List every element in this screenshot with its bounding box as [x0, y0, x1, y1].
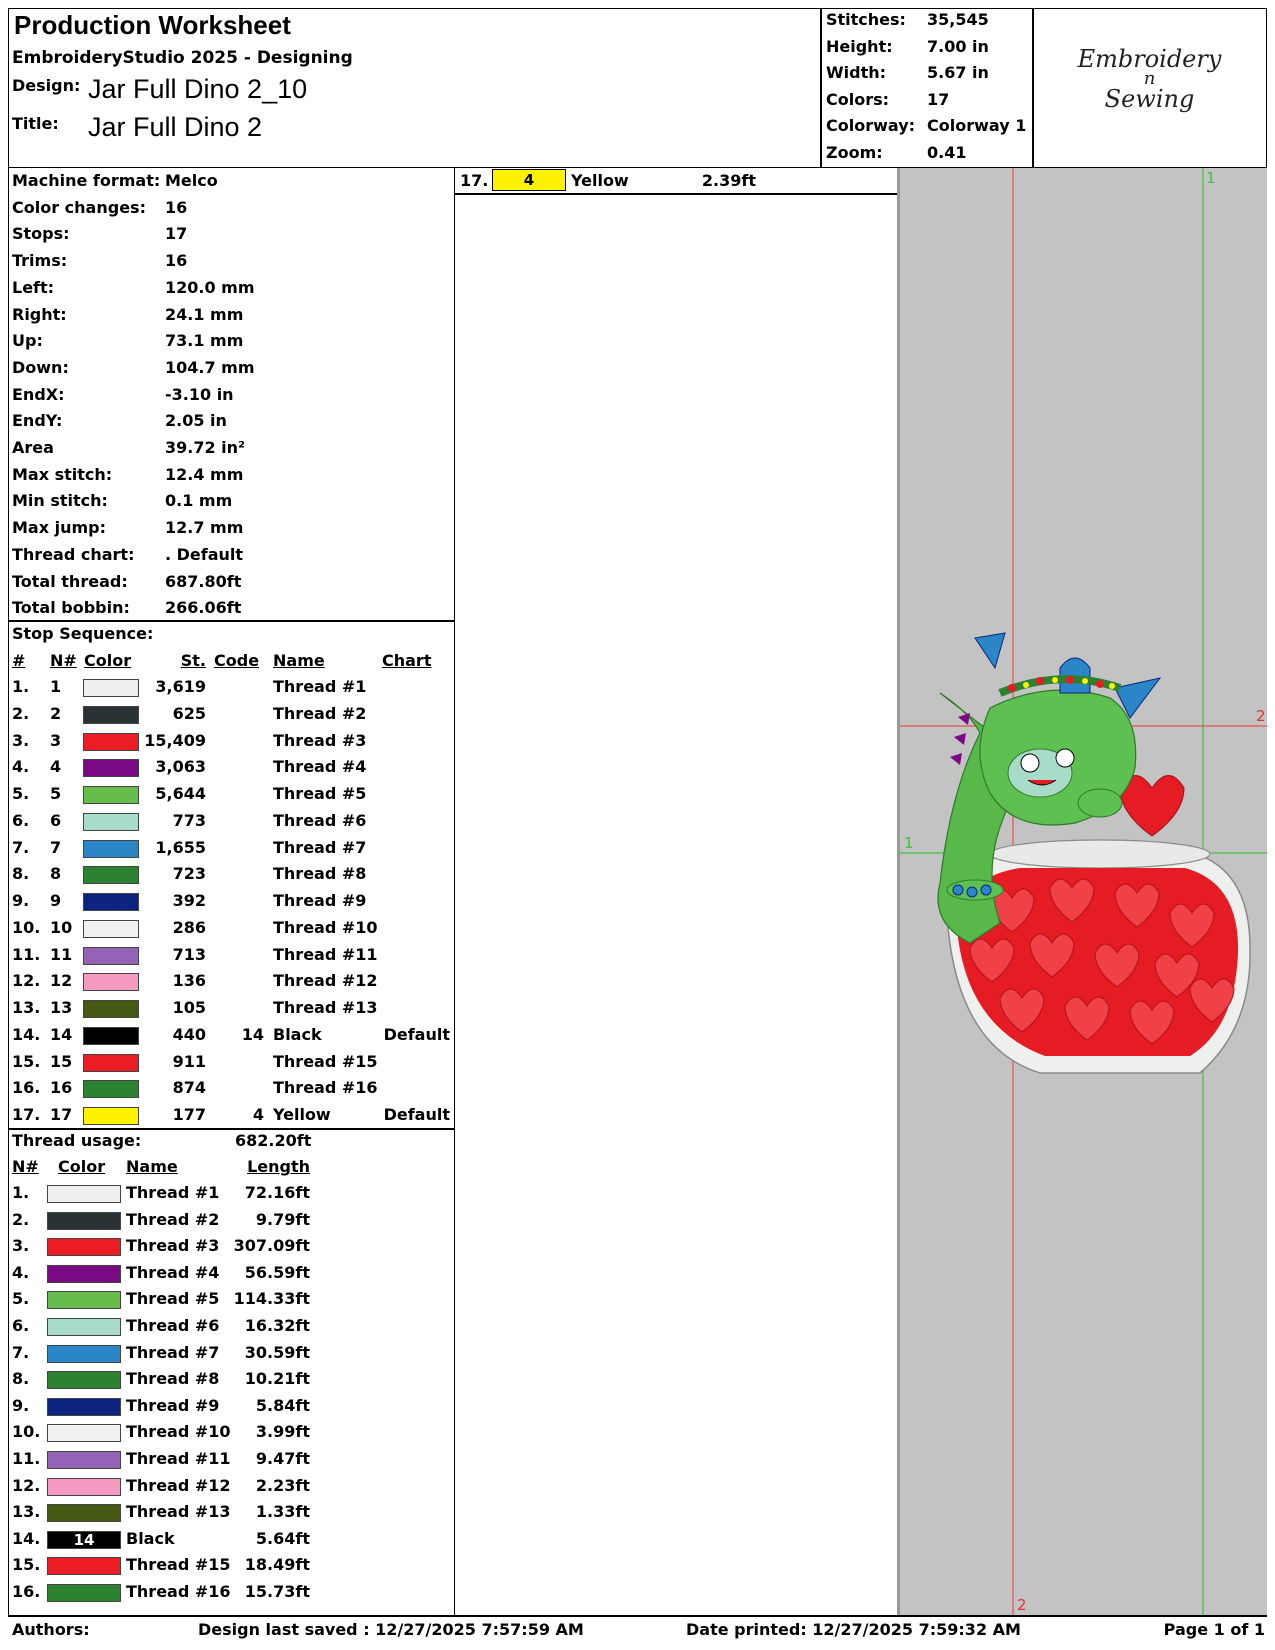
color-swatch: [83, 973, 139, 991]
usage-row-length: 9.47ft: [255, 1449, 310, 1468]
stop-row-stitches: 713: [172, 944, 206, 964]
summary-value: 5.67 in: [927, 63, 989, 82]
color-swatch: [83, 733, 139, 751]
stop-row-stitches: 874: [172, 1078, 206, 1098]
stop-row-name: Thread #6: [273, 810, 367, 830]
stop-row-needle: 17: [50, 1105, 73, 1124]
swatch-code-label: 4: [523, 171, 535, 189]
stat-label: Machine format:: [12, 171, 161, 190]
stop-row-chart: Default: [383, 1105, 450, 1124]
color-swatch: [83, 1027, 139, 1045]
stat-value: 73.1 mm: [165, 331, 244, 351]
stop-row-needle: 2: [50, 703, 62, 723]
color-swatch: [47, 1265, 121, 1283]
summary-label: Colorway:: [826, 116, 916, 135]
stop-row-name: Thread #5: [273, 784, 367, 803]
section-divider-stops: [8, 620, 455, 622]
usage-row-length: 5.84ft: [255, 1395, 310, 1415]
footer-last-saved: Design last saved : 12/27/2025 7:57:59 AM: [198, 1620, 584, 1639]
stat-label: Color changes:: [12, 197, 146, 217]
stop-column-header: St.: [180, 651, 206, 670]
footer-page-number: Page 1 of 1: [1163, 1620, 1265, 1639]
summary-value: 17: [927, 89, 950, 109]
stop-row-index: 4.: [12, 757, 30, 777]
color-swatch: [47, 1291, 121, 1309]
stat-value: 16: [165, 251, 188, 271]
color-swatch: [47, 1345, 121, 1363]
usage-column-header: Length: [247, 1157, 310, 1176]
stop-row-stitches: 15,409: [144, 730, 206, 750]
stop-row-name: Thread #7: [273, 837, 367, 857]
stop-row-stitches: 392: [172, 891, 206, 910]
summary-label: Zoom:: [826, 142, 883, 162]
stat-value: 266.06ft: [165, 598, 242, 618]
stop-row-name: Thread #11: [273, 944, 378, 964]
stop-sequence-heading: Stop Sequence:: [12, 624, 154, 643]
usage-row-index: 3.: [12, 1236, 30, 1256]
marker-1-top: 1: [1206, 169, 1216, 187]
usage-row-length: 1.33ft: [255, 1502, 310, 1522]
stop-row-needle: 14: [50, 1024, 73, 1044]
preview-canvas: [900, 168, 1267, 1616]
page-title: Production Worksheet: [14, 10, 291, 40]
logo-line-1: Embroidery: [1077, 45, 1222, 73]
software-name: EmbroideryStudio 2025 - Designing: [12, 48, 353, 68]
color-swatch: [47, 1318, 121, 1336]
usage-row-index: 2.: [12, 1209, 30, 1229]
stop-row-index: 10.: [12, 917, 41, 937]
color-swatch: [83, 1080, 139, 1098]
usage-row-name: Thread #3: [126, 1236, 220, 1256]
footer-date-printed: Date printed: 12/27/2025 7:59:32 AM: [686, 1620, 1021, 1639]
stop-row-stitches: 3,063: [155, 757, 206, 777]
usage-row-index: 8.: [12, 1369, 30, 1389]
stat-label: Max jump:: [12, 518, 107, 538]
stop-row-name: Black: [273, 1024, 322, 1044]
stop-row-index: 6.: [12, 810, 30, 830]
usage-row-length: 3.99ft: [255, 1422, 310, 1442]
usage-row-index: 12.: [12, 1475, 41, 1495]
summary-label: Height:: [826, 36, 893, 56]
stat-label: Down:: [12, 357, 69, 377]
color-swatch: [83, 866, 139, 884]
usage-row-name: Thread #6: [126, 1316, 220, 1335]
stat-value: Melco: [165, 171, 218, 190]
color-swatch: [83, 1054, 139, 1072]
stop-row-needle: 8: [50, 864, 62, 884]
stat-value: 0.1 mm: [165, 491, 233, 511]
stop-row-needle: 7: [50, 837, 62, 857]
color-swatch: [47, 1185, 121, 1203]
stop-row-index: 3.: [12, 730, 30, 750]
design-label: Design:: [12, 76, 81, 95]
color-swatch: [83, 840, 139, 858]
stat-label: EndX:: [12, 384, 65, 404]
usage-row-name: Yellow: [571, 171, 629, 190]
stop-row-needle: 13: [50, 998, 73, 1017]
color-swatch: [83, 947, 139, 965]
logo-line-3: Sewing: [1104, 85, 1195, 113]
stop-row-index: 13.: [12, 998, 41, 1017]
usage-row-length: 16.32ft: [244, 1316, 310, 1335]
big-heart-illustration: [1120, 776, 1184, 837]
logo-line-2: n: [1143, 68, 1156, 89]
thread-usage-total: 682.20ft: [235, 1131, 312, 1150]
stat-label: EndY:: [12, 411, 63, 431]
summary-label: Stitches:: [826, 10, 906, 29]
usage-row-length: 114.33ft: [233, 1289, 310, 1309]
stop-row-name: Thread #4: [273, 757, 367, 777]
usage-row-index: 13.: [12, 1502, 41, 1522]
usage-row-index: 7.: [12, 1342, 30, 1362]
color-swatch: [47, 1371, 121, 1389]
color-swatch: [47, 1478, 121, 1496]
stop-row-needle: 9: [50, 891, 62, 910]
usage-row-index: 5.: [12, 1289, 30, 1309]
stop-row-index: 16.: [12, 1078, 41, 1098]
stat-label: Up:: [12, 331, 43, 351]
stop-row-stitches: 773: [172, 810, 206, 830]
stop-row-name: Thread #15: [273, 1051, 378, 1071]
design-value: Jar Full Dino 2_10: [88, 74, 308, 104]
color-swatch: [83, 1000, 139, 1018]
stop-column-header: N#: [50, 651, 77, 670]
summary-value: 35,545: [927, 10, 989, 29]
usage-row-length: 18.49ft: [244, 1555, 310, 1575]
usage-row-index: 17.: [460, 171, 489, 190]
stat-value: . Default: [165, 544, 244, 564]
stop-row-needle: 16: [50, 1078, 73, 1098]
marker-1-left: 1: [904, 834, 914, 852]
stop-row-name: Yellow: [273, 1105, 331, 1124]
usage-row-name: Thread #13: [126, 1502, 231, 1522]
usage-row-length: 307.09ft: [233, 1236, 310, 1256]
usage-row-name: Thread #5: [126, 1289, 220, 1309]
usage-row-name: Thread #16: [126, 1582, 231, 1601]
stat-value: 24.1 mm: [165, 304, 244, 324]
stop-row-needle: 5: [50, 784, 62, 803]
stop-row-stitches: 3,619: [155, 677, 206, 696]
stat-label: Stops:: [12, 224, 70, 244]
usage-row-name: Thread #11: [126, 1449, 231, 1468]
usage-row-length: 72.16ft: [244, 1183, 310, 1202]
usage-row-length: 5.64ft: [255, 1528, 310, 1548]
footer-line: [8, 1615, 1267, 1617]
color-swatch: [47, 1504, 121, 1522]
swatch-code-label: 14: [73, 1530, 95, 1549]
title-label: Title:: [12, 114, 59, 133]
usage-row-index: 1.: [12, 1183, 30, 1202]
usage-row-name: Thread #7: [126, 1342, 220, 1362]
stop-row-needle: 15: [50, 1051, 73, 1071]
stat-label: Min stitch:: [12, 491, 108, 511]
color-swatch: [83, 813, 139, 831]
jar-illustration: [947, 840, 1250, 1073]
summary-label: Colors:: [826, 89, 890, 109]
stop-row-stitches: 1,655: [155, 837, 206, 857]
color-swatch: [47, 1238, 121, 1256]
brand-logo: [1034, 46, 1265, 112]
stop-row-stitches: 723: [172, 864, 206, 884]
stop-row-needle: 3: [50, 730, 62, 750]
stop-row-index: 1.: [12, 677, 30, 696]
color-swatch: [83, 706, 139, 724]
color-swatch: [83, 679, 139, 697]
stop-row-name: Thread #1: [273, 677, 367, 696]
stop-row-name: Thread #16: [273, 1078, 378, 1098]
footer-authors: Authors:: [12, 1620, 90, 1639]
stop-row-name: Thread #8: [273, 864, 367, 884]
color-swatch: [47, 1424, 121, 1442]
stop-row-needle: 1: [50, 677, 62, 696]
stop-row-index: 11.: [12, 944, 41, 964]
usage-row-index: 6.: [12, 1316, 30, 1335]
stat-label: Total thread:: [12, 571, 128, 591]
header-divider-1: [820, 8, 822, 168]
usage-column-header: Name: [126, 1157, 178, 1176]
stop-row-index: 14.: [12, 1024, 41, 1044]
usage-row-length: 30.59ft: [244, 1342, 310, 1362]
usage-row-name: Black: [126, 1528, 175, 1548]
stop-row-needle: 6: [50, 810, 62, 830]
stop-row-stitches: 286: [172, 917, 206, 937]
color-swatch: [83, 759, 139, 777]
usage-row-name: Thread #15: [126, 1555, 231, 1575]
stop-row-name: Thread #10: [273, 917, 378, 937]
usage-row-index: 16.: [12, 1582, 41, 1601]
title-value: Jar Full Dino 2: [88, 112, 263, 142]
stop-row-needle: 10: [50, 917, 73, 937]
stat-label: Total bobbin:: [12, 598, 130, 618]
color-swatch: [83, 893, 139, 911]
usage-row-length: 2.23ft: [255, 1475, 310, 1495]
summary-value: Colorway 1: [927, 116, 1027, 135]
usage-row-name: Thread #2: [126, 1209, 220, 1229]
stop-column-header: Chart: [382, 651, 432, 670]
stat-value: 39.72 in²: [165, 438, 246, 457]
summary-label: Width:: [826, 63, 887, 82]
stop-row-stitches: 911: [172, 1051, 206, 1071]
stat-label: Left:: [12, 277, 55, 297]
stop-column-header: #: [12, 651, 26, 670]
usage-row-name: Thread #10: [126, 1422, 231, 1442]
stop-row-stitches: 105: [172, 998, 206, 1017]
usage-row-length: 10.21ft: [244, 1369, 310, 1389]
stat-value: -3.10 in: [165, 384, 234, 404]
design-preview: [897, 168, 1267, 1616]
stop-row-name: Thread #12: [273, 971, 378, 991]
marker-2-bottom: 2: [1017, 1596, 1027, 1614]
stat-value: 120.0 mm: [165, 277, 255, 297]
stat-value: 12.7 mm: [165, 518, 244, 538]
stop-row-stitches: 625: [172, 703, 206, 723]
stat-value: 12.4 mm: [165, 464, 244, 484]
stop-row-stitches: 5,644: [155, 784, 206, 803]
usage-row-index: 9.: [12, 1395, 30, 1415]
color-swatch: [83, 786, 139, 804]
color-swatch: [492, 169, 566, 191]
summary-value: 0.41: [927, 142, 967, 162]
stat-value: 687.80ft: [165, 571, 242, 591]
stop-row-stitches: 136: [172, 971, 206, 991]
color-swatch: [47, 1584, 121, 1602]
usage-row-index: 14.: [12, 1528, 41, 1548]
usage-row-length: 2.39ft: [701, 171, 756, 190]
usage-row-name: Thread #4: [126, 1262, 220, 1282]
usage-row-length: 15.73ft: [244, 1582, 310, 1601]
stat-label: Area: [12, 438, 54, 457]
usage-row-name: Thread #12: [126, 1475, 231, 1495]
usage-row-name: Thread #9: [126, 1395, 220, 1415]
stat-label: Trims:: [12, 251, 68, 271]
stop-row-stitches: 440: [172, 1024, 206, 1044]
stop-column-header: Code: [214, 651, 260, 670]
stop-row-index: 5.: [12, 784, 30, 803]
stop-row-name: Thread #13: [273, 998, 378, 1017]
stop-row-index: 12.: [12, 971, 41, 991]
stop-row-needle: 4: [50, 757, 62, 777]
stop-row-needle: 12: [50, 971, 73, 991]
thread-usage-heading: Thread usage:: [12, 1131, 142, 1150]
usage-row-index: 15.: [12, 1555, 41, 1575]
usage-row-index: 10.: [12, 1422, 41, 1442]
stat-value: 2.05 in: [165, 411, 227, 431]
usage-row-name: Thread #8: [126, 1369, 220, 1389]
stop-row-stitches: 177: [172, 1105, 206, 1124]
color-swatch: [47, 1451, 121, 1469]
stat-value: 17: [165, 224, 188, 244]
section-divider-thread: [8, 1128, 455, 1130]
stop-row-chart: Default: [383, 1024, 450, 1044]
color-swatch: [47, 1557, 121, 1575]
usage-row-index: 11.: [12, 1449, 41, 1468]
usage-row-length: 56.59ft: [244, 1262, 310, 1282]
usage-row-index: 4.: [12, 1262, 30, 1282]
usage-row-length: 9.79ft: [255, 1209, 310, 1229]
stat-value: 16: [165, 197, 188, 217]
stop-row-index: 7.: [12, 837, 30, 857]
usage-row-name: Thread #1: [126, 1183, 220, 1202]
color-swatch: [47, 1398, 121, 1416]
stop-row-needle: 11: [50, 944, 73, 964]
stop-row-name: Thread #2: [273, 703, 367, 723]
middle-continuation-line: [455, 193, 900, 195]
stop-row-index: 9.: [12, 891, 30, 910]
usage-column-header: Color: [58, 1157, 106, 1176]
stop-row-index: 2.: [12, 703, 30, 723]
stop-column-header: Name: [273, 651, 325, 670]
stop-column-header: Color: [84, 651, 132, 670]
stop-row-index: 8.: [12, 864, 30, 884]
stop-row-index: 17.: [12, 1105, 41, 1124]
stat-label: Max stitch:: [12, 464, 113, 484]
color-swatch: [83, 1107, 139, 1125]
summary-value: 7.00 in: [927, 36, 989, 56]
color-swatch: [83, 920, 139, 938]
color-swatch: [47, 1531, 121, 1549]
stop-row-index: 15.: [12, 1051, 41, 1071]
stat-label: Thread chart:: [12, 544, 135, 564]
stop-row-code: 14: [241, 1024, 264, 1044]
stat-label: Right:: [12, 304, 67, 324]
stop-row-name: Thread #9: [273, 891, 367, 910]
stop-row-code: 4: [252, 1105, 264, 1124]
marker-2-right: 2: [1256, 707, 1266, 725]
color-swatch: [47, 1212, 121, 1230]
usage-column-header: N#: [12, 1157, 39, 1176]
stop-row-name: Thread #3: [273, 730, 367, 750]
stat-value: 104.7 mm: [165, 357, 255, 377]
